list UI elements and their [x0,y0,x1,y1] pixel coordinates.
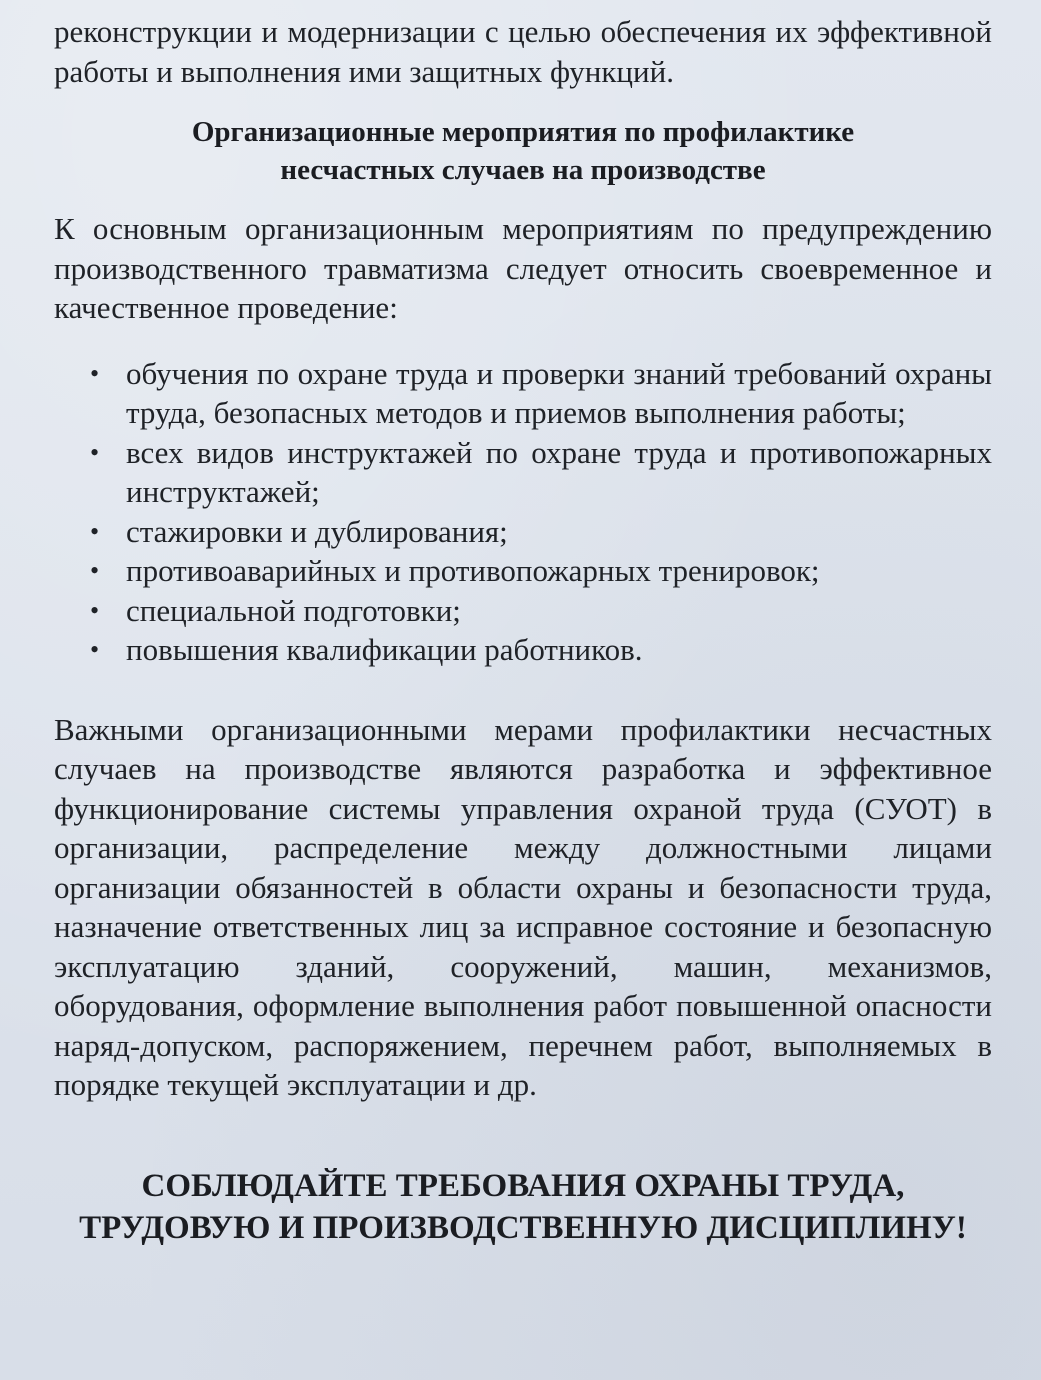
list-item [90,551,992,591]
bullet-icon: • [90,556,100,585]
list-item [90,591,992,631]
list-item [90,512,992,552]
bullet-icon: • [90,437,100,467]
call-to-action [54,1165,992,1249]
bullet-icon: • [90,358,100,388]
list-item-text: обучения по охране труда и проверки знаний требований охраны труда, безопасных методов и приемов выполнения работы; [126,355,992,430]
list-item [90,630,992,670]
call-to-action-line: ТРУДОВУЮ И ПРОИЗВОДСТВЕННУЮ ДИСЦИПЛИНУ! [79,1209,967,1246]
section-heading-line: несчастных случаев на производстве [280,154,766,186]
list-item-text: повышения квалификации работников. [126,632,643,667]
measures-list [54,354,992,670]
document-body [54,12,992,1249]
intro-paragraph: реконструкции и модернизации с целью обеспечения их эффективной работы и выполнения ими защитных функций. [54,14,992,89]
list-item-text: стажировки и дублирования; [126,513,508,549]
lead-paragraph: К основным организационным мероприятиям по предупреждению производственного травматизма следует относить своевременное и качественное проведение: [54,211,992,325]
section-heading-line: Организационные мероприятия по профилактике [191,116,855,148]
section-heading [54,113,992,189]
list-item [90,433,992,512]
list-item-text: всех видов инструктажей по охране труда и противопожарных инструктажей; [126,434,992,509]
bullet-icon: • [90,516,100,546]
call-to-action-line: СОБЛЮДАЙТЕ ТРЕБОВАНИЯ ОХРАНЫ ТРУДА, [141,1167,905,1204]
bullet-icon: • [90,635,100,664]
bullet-icon: • [90,595,100,625]
list-item-text: противоаварийных и противопожарных тренировок; [126,553,820,588]
closing-paragraph: Важными организационными мерами профилактики несчастных случаев на производстве являются разработка и эффективное функционирование системы управления охраной труда (СУОТ) в организации, распределение между должностными лицами организации обязанностей в области охраны и безопасности труда, назначение ответственных лиц за исправное состояние и безопасную эксплуатацию зданий, сооружений, машин, механизмов, оборудования, оформление выполнения работ повышенной опасности наряд-допуском, распоряжением, перечнем работ, выполняемых в порядке текущей эксплуатации и др. [54,711,992,1102]
list-item-text: специальной подготовки; [126,592,461,628]
list-item [90,354,992,433]
